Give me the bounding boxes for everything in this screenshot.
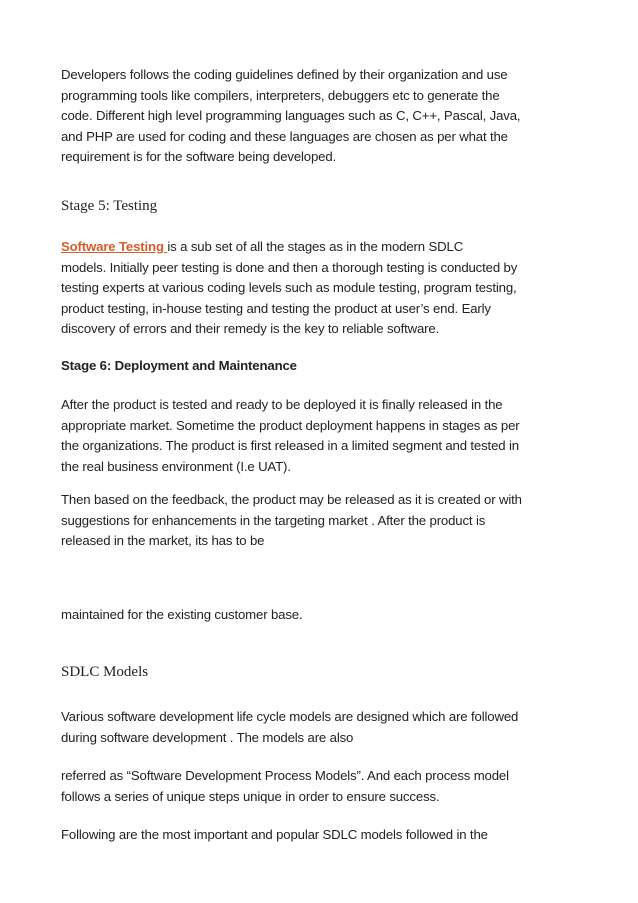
- text-line: Developers follows the coding guidelines defined by their organization and use: [61, 67, 508, 82]
- text-line: programming tools like compilers, interpreters, debuggers etc to generate the: [61, 87, 500, 103]
- text-line: Following are the most important and popular SDLC models followed in the: [61, 827, 488, 842]
- testing-first-line-rest: is a sub set of all the stages as in the modern SDLC: [167, 239, 464, 254]
- text-line: discovery of errors and their remedy is the key to reliable software.: [61, 321, 440, 336]
- text-line: follows a series of unique steps unique in order to ensure success.: [61, 788, 440, 804]
- following-paragraph: [61, 825, 581, 846]
- referred-paragraph: [61, 766, 581, 807]
- models-paragraph: [61, 707, 581, 748]
- stage6-heading-block: [61, 356, 581, 376]
- text-line: the organizations. The product is first released in a limited segment and tested in: [61, 438, 519, 453]
- text-line: testing experts at various coding levels such as module testing, program testing,: [61, 280, 517, 295]
- text-line: the real business environment (I.e UAT).: [61, 458, 291, 474]
- stage5-heading: Stage 5: Testing: [61, 198, 158, 214]
- coding-paragraph: [61, 65, 581, 168]
- sdlc-models-heading: SDLC Models: [61, 664, 149, 680]
- text-line: referred as “Software Development Process Models”. And each process model: [61, 768, 509, 783]
- text-line: during software development . The models are also: [61, 729, 354, 745]
- deployment-paragraph: [61, 395, 581, 477]
- text-line: maintained for the existing customer base.: [61, 607, 303, 622]
- text-line: product testing, in-house testing and testing the product at user’s end. Early: [61, 300, 491, 316]
- text-line: released in the market, its has to be: [61, 533, 265, 548]
- stage6-heading: Stage 6: Deployment and Maintenance: [61, 358, 297, 373]
- text-line: [61, 237, 581, 258]
- text-line: Various software development life cycle models are designed which are followed: [61, 709, 519, 724]
- text-line: Then based on the feedback, the product may be released as it is created or with: [61, 492, 522, 507]
- text-line: appropriate market. Sometime the product deployment happens in stages as per: [61, 417, 520, 433]
- text-line: After the product is tested and ready to be deployed it is finally released in the: [61, 397, 503, 412]
- software-testing-link[interactable]: Software Testing: [61, 239, 168, 254]
- text-line: and PHP are used for coding and these languages are chosen as per what the: [61, 128, 508, 144]
- sdlc-models-heading-block: [61, 662, 581, 682]
- text-line: suggestions for enhancements in the targeting market . After the product is: [61, 512, 486, 528]
- maintained-paragraph: [61, 605, 581, 626]
- text-line: requirement is for the software being developed.: [61, 149, 337, 164]
- text-line: models. Initially peer testing is done and then a thorough testing is conducted by: [61, 259, 518, 275]
- stage5-heading-block: [61, 196, 581, 216]
- text-line: code. Different high level programming languages such as C, C++, Pascal, Java,: [61, 108, 521, 123]
- feedback-paragraph: [61, 490, 581, 552]
- testing-paragraph: [61, 237, 581, 340]
